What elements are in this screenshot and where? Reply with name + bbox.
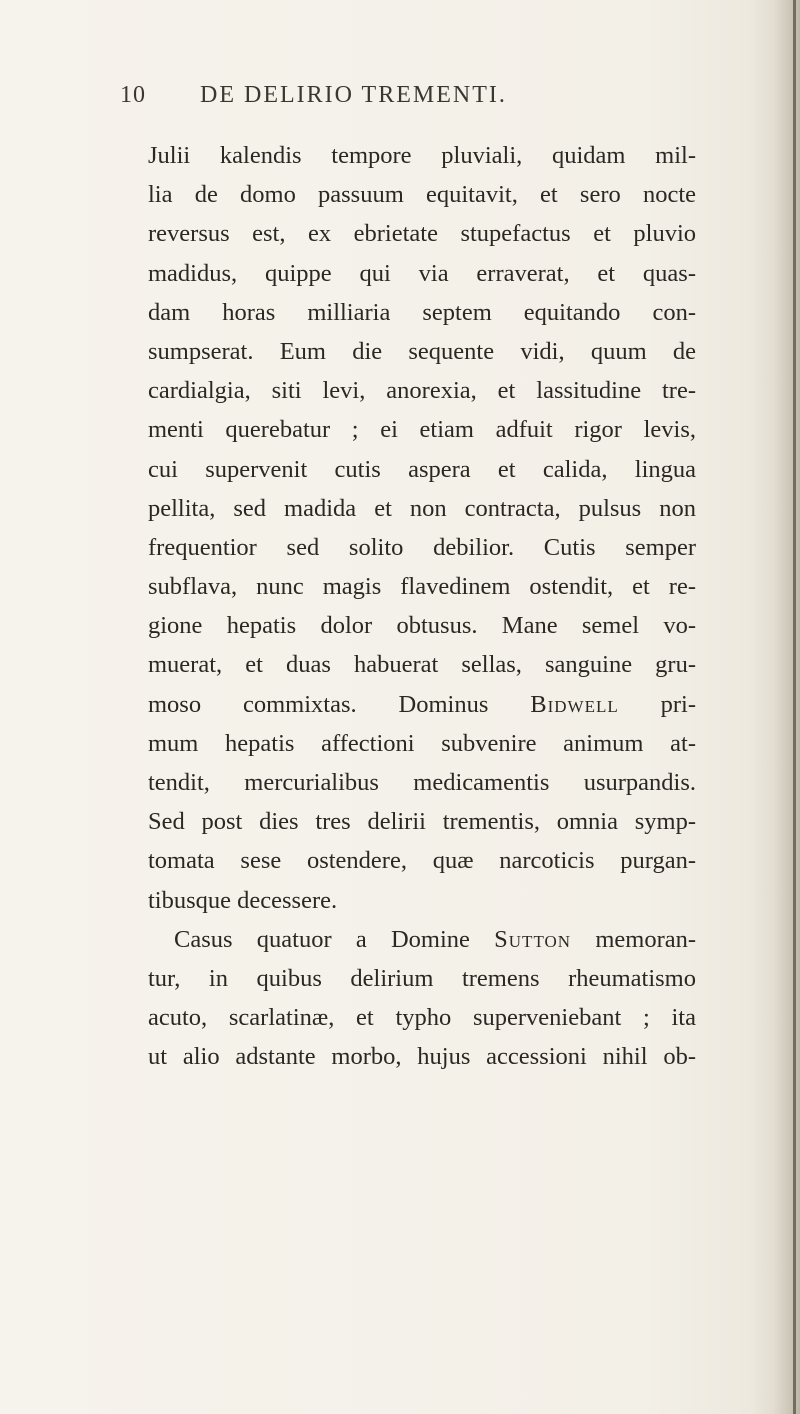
text-line: menti querebatur ; ei etiam adfuit rigor levis, <box>148 416 696 444</box>
text-line: muerat, et duas habuerat sellas, sanguine gru- <box>148 651 696 679</box>
person-name-sutton: Sutton <box>494 925 572 953</box>
text-line: Sed post dies tres delirii trementis, omnia symp- <box>148 808 696 836</box>
paragraph-end-line: tibusque decessere. <box>148 886 338 914</box>
text-line: sumpserat. Eum die sequente vidi, quum de <box>148 337 696 365</box>
text-segment: pri- <box>660 690 696 718</box>
text-line: reversus est, ex ebrietate stupefactus et pluvio <box>148 220 696 248</box>
text-line: ut alio adstante morbo, hujus accessioni nihil ob- <box>148 1043 696 1071</box>
text-line: dam horas milliaria septem equitando con- <box>148 298 696 326</box>
text-line: gione hepatis dolor obtusus. Mane semel vo- <box>148 612 696 640</box>
text-line: acuto, scarlatinæ, et typho superveniebant ; ita <box>148 1004 696 1032</box>
text-line: frequentior sed solito debilior. Cutis semper <box>148 533 696 561</box>
text-segment: memoran- <box>595 925 697 953</box>
text-line: subflava, nunc magis flavedinem ostendit, et re- <box>148 573 696 601</box>
text-line-with-name <box>148 920 696 959</box>
text-line: pellita, sed madida et non contracta, pulsus non <box>148 494 696 522</box>
body-text <box>148 136 696 1077</box>
text-segment: moso commixtas. Dominus <box>148 690 489 718</box>
text-line-with-name <box>148 685 696 724</box>
text-line: Julii kalendis tempore pluviali, quidam mil- <box>148 142 696 169</box>
text-line: tendit, mercurialibus medicamentis usurpandis. <box>148 769 696 796</box>
text-line: mum hepatis affectioni subvenire animum at- <box>148 729 696 757</box>
running-title: DE DELIRIO TREMENTI. <box>200 82 507 108</box>
page-number: 10 <box>120 82 146 108</box>
text-line: tur, in quibus delirium tremens rheumatismo <box>148 964 696 992</box>
text-segment: Casus quatuor a Domine <box>174 925 470 953</box>
running-head <box>120 82 680 118</box>
text-line: madidus, quippe qui via erraverat, et quas- <box>148 259 696 287</box>
text-line: cardialgia, siti levi, anorexia, et lassitudine tre- <box>148 377 696 405</box>
text-line: cui supervenit cutis aspera et calida, lingua <box>148 455 696 483</box>
text-line: lia de domo passuum equitavit, et sero nocte <box>148 181 696 209</box>
text-line: tomata sese ostendere, quæ narcoticis purgan- <box>148 847 696 875</box>
person-name-bidwell: Bidwell <box>530 690 619 718</box>
page-edge-line <box>793 0 796 1414</box>
